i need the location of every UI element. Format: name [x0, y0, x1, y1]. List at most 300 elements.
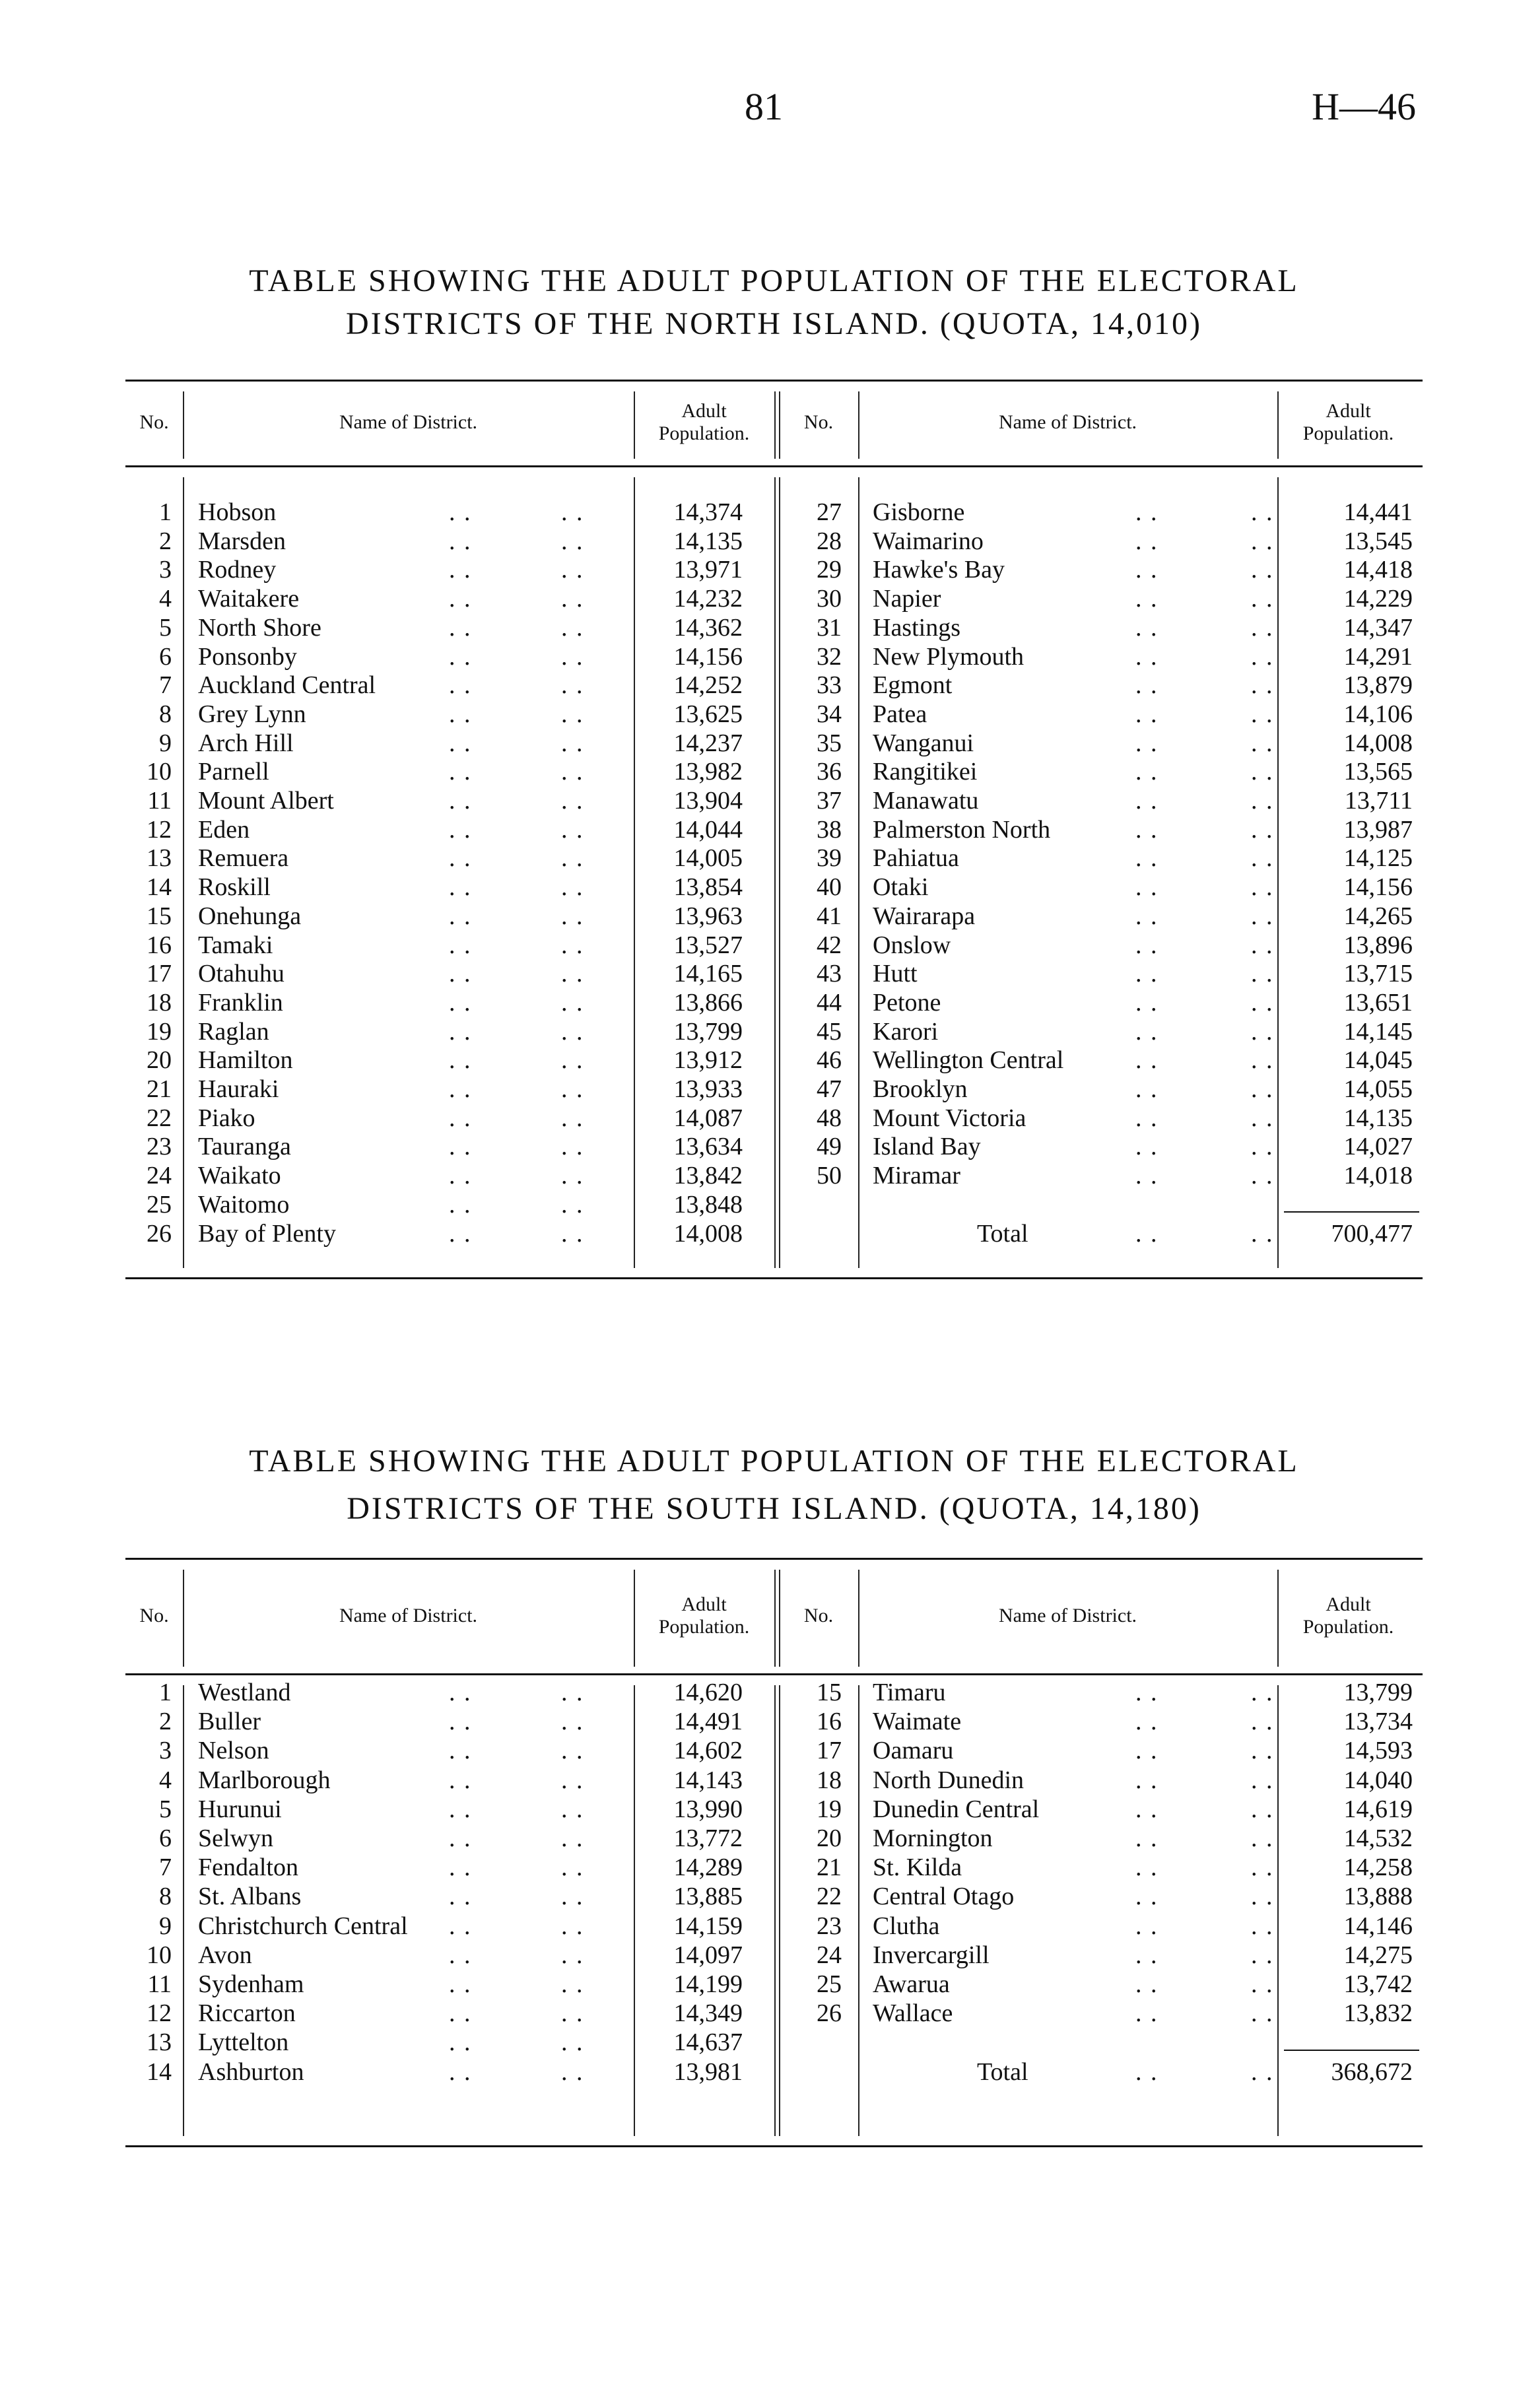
leader-dots: . .: [561, 585, 584, 613]
leader-dots: . .: [1135, 844, 1159, 873]
district-name: Piako: [198, 1104, 255, 1132]
total-value: 700,477: [1331, 1219, 1413, 1248]
leader-dots: . .: [449, 2057, 472, 2086]
leader-dots: . .: [1251, 700, 1274, 728]
leader-dots: . .: [561, 988, 584, 1017]
leader-dots: . .: [561, 498, 584, 526]
adult-population: 14,491: [673, 1708, 743, 1736]
leader-dots: . .: [561, 1190, 584, 1219]
leader-dots: . .: [561, 1999, 584, 2028]
district-name: Franklin: [198, 988, 283, 1017]
row-number: 8: [159, 1883, 172, 1911]
adult-population: 14,135: [673, 527, 743, 555]
leader-dots: . .: [561, 556, 584, 584]
district-name: Oamaru: [873, 1737, 954, 1765]
row-number: 18: [147, 988, 172, 1017]
leader-dots: . .: [1135, 671, 1159, 700]
leader-dots: . .: [561, 1854, 584, 1882]
leader-dots: . .: [1135, 815, 1159, 844]
district-name: Mount Victoria: [873, 1104, 1026, 1132]
divider-no-name-left: [183, 477, 184, 1268]
district-name: New Plymouth: [873, 642, 1025, 671]
leader-dots: . .: [1251, 1104, 1274, 1132]
leader-dots: . .: [449, 1824, 472, 1852]
district-name: Hobson: [198, 498, 277, 526]
row-number: 9: [159, 729, 172, 757]
adult-population: 14,620: [673, 1679, 743, 1706]
row-number: 22: [147, 1104, 172, 1132]
leader-dots: . .: [449, 758, 472, 786]
adult-population: 14,143: [673, 1766, 743, 1794]
district-name: Waimarino: [873, 527, 984, 555]
total-sum-rule: [1284, 1211, 1419, 1213]
leader-dots: . .: [561, 1708, 584, 1736]
adult-population: 14,275: [1343, 1941, 1413, 1969]
adult-population: 13,625: [673, 700, 743, 728]
table-bottom-rule: [125, 1277, 1423, 1279]
row-number: 40: [817, 873, 842, 902]
north-table-title-line2: DISTRICTS OF THE NORTH ISLAND. (QUOTA, 14,010): [345, 306, 1203, 341]
leader-dots: . .: [449, 585, 472, 613]
district-name: Egmont: [873, 671, 953, 700]
adult-population: 14,008: [673, 1219, 743, 1248]
row-number: 13: [147, 2028, 172, 2057]
leader-dots: . .: [1251, 1854, 1274, 1882]
row-number: 45: [817, 1017, 842, 1046]
leader-dots: . .: [449, 1883, 472, 1911]
column-header-no: No.: [803, 1604, 834, 1626]
row-number: 23: [147, 1133, 172, 1161]
leader-dots: . .: [1251, 1912, 1274, 1940]
leader-dots: . .: [561, 527, 584, 555]
leader-dots: . .: [449, 642, 472, 671]
leader-dots: . .: [1135, 1766, 1159, 1794]
leader-dots: . .: [449, 671, 472, 700]
adult-population: 14,145: [1343, 1017, 1413, 1046]
district-name: Parnell: [198, 758, 269, 786]
leader-dots: . .: [1251, 1999, 1274, 2028]
double-divider-b: [779, 477, 780, 1268]
district-name: Rodney: [198, 556, 277, 584]
adult-population: 13,933: [673, 1075, 743, 1103]
adult-population: 14,289: [673, 1854, 743, 1882]
leader-dots: . .: [1135, 787, 1159, 815]
row-number: 1: [159, 498, 172, 526]
row-number: 19: [817, 1795, 842, 1823]
leader-dots: . .: [449, 1046, 472, 1075]
row-number: 3: [159, 556, 172, 584]
leader-dots: . .: [449, 498, 472, 526]
adult-population: 14,532: [1343, 1824, 1413, 1852]
leader-dots: . .: [1251, 1766, 1274, 1794]
adult-population: 14,291: [1343, 642, 1413, 671]
leader-dots: . .: [561, 1795, 584, 1823]
document-reference: H—46: [1312, 85, 1416, 128]
district-name: Wellington Central: [873, 1046, 1064, 1075]
column-header-no: No.: [139, 1604, 169, 1626]
leader-dots: . .: [449, 1737, 472, 1765]
leader-dots: . .: [1251, 1219, 1274, 1248]
column-header-pop-line2: Population.: [658, 1615, 750, 1638]
adult-population: 14,229: [1343, 585, 1413, 613]
table-bottom-rule: [125, 2145, 1423, 2147]
district-name: Manawatu: [873, 787, 979, 815]
district-name: Tamaki: [198, 931, 273, 959]
adult-population: 13,651: [1343, 988, 1413, 1017]
row-number: 28: [817, 527, 842, 555]
row-number: 23: [817, 1912, 842, 1940]
column-header-name: Name of District.: [998, 1604, 1137, 1626]
adult-population: 13,799: [673, 1017, 743, 1046]
row-number: 38: [817, 815, 842, 844]
leader-dots: . .: [1135, 1912, 1159, 1940]
column-header-no: No.: [139, 411, 169, 433]
leader-dots: . .: [1251, 787, 1274, 815]
leader-dots: . .: [1135, 1999, 1159, 2028]
adult-population: 13,990: [673, 1795, 743, 1823]
row-number: 15: [817, 1679, 842, 1706]
adult-population: 14,040: [1343, 1766, 1413, 1794]
leader-dots: . .: [449, 1133, 472, 1161]
district-name: Timaru: [873, 1679, 946, 1706]
leader-dots: . .: [1251, 988, 1274, 1017]
leader-dots: . .: [1135, 498, 1159, 526]
row-number: 25: [147, 1190, 172, 1219]
leader-dots: . .: [1135, 527, 1159, 555]
adult-population: 13,963: [673, 902, 743, 930]
total-sum-rule: [1284, 2050, 1419, 2051]
adult-population: 14,237: [673, 729, 743, 757]
leader-dots: . .: [449, 873, 472, 902]
row-number: 37: [817, 787, 842, 815]
adult-population: 13,987: [1343, 815, 1413, 844]
column-header-name: Name of District.: [339, 411, 478, 433]
leader-dots: . .: [561, 1883, 584, 1911]
leader-dots: . .: [449, 1854, 472, 1882]
district-name: Remuera: [198, 844, 289, 873]
leader-dots: . .: [561, 873, 584, 902]
district-name: Mornington: [873, 1824, 993, 1852]
district-name: Selwyn: [198, 1824, 273, 1852]
adult-population: 14,418: [1343, 556, 1413, 584]
district-name: Waitomo: [198, 1190, 290, 1219]
leader-dots: . .: [449, 815, 472, 844]
leader-dots: . .: [1251, 2057, 1274, 2086]
district-name: Onehunga: [198, 902, 302, 930]
row-number: 21: [817, 1854, 842, 1882]
district-name: Wanganui: [873, 729, 974, 757]
district-name: Pahiatua: [873, 844, 959, 873]
leader-dots: . .: [449, 787, 472, 815]
leader-dots: . .: [561, 787, 584, 815]
district-name: Brooklyn: [873, 1075, 968, 1103]
adult-population: 14,027: [1343, 1133, 1413, 1161]
adult-population: 14,441: [1343, 498, 1413, 526]
leader-dots: . .: [449, 1162, 472, 1190]
adult-population: 13,896: [1343, 931, 1413, 959]
leader-dots: . .: [561, 1766, 584, 1794]
adult-population: 14,045: [1343, 1046, 1413, 1075]
district-name: Patea: [873, 700, 927, 728]
row-number: 16: [147, 931, 172, 959]
adult-population: 14,146: [1343, 1912, 1413, 1940]
leader-dots: . .: [449, 1104, 472, 1132]
leader-dots: . .: [1251, 527, 1274, 555]
district-name: Otahuhu: [198, 960, 285, 988]
divider-name-pop-right: [1277, 1685, 1279, 2136]
district-name: Wallace: [873, 1999, 953, 2028]
leader-dots: . .: [561, 2057, 584, 2086]
north-table-title-line1: TABLE SHOWING THE ADULT POPULATION OF THE ELECTORAL: [249, 263, 1299, 298]
district-name: Lyttelton: [198, 2028, 289, 2057]
leader-dots: . .: [561, 1133, 584, 1161]
adult-population: 14,087: [673, 1104, 743, 1132]
leader-dots: . .: [1135, 960, 1159, 988]
district-name: Hauraki: [198, 1075, 279, 1103]
leader-dots: . .: [449, 1075, 472, 1103]
south-table-title-line2: DISTRICTS OF THE SOUTH ISLAND. (QUOTA, 14,180): [347, 1491, 1201, 1526]
leader-dots: . .: [561, 729, 584, 757]
leader-dots: . .: [449, 1795, 472, 1823]
leader-dots: . .: [1251, 960, 1274, 988]
column-header-pop-line2: Population.: [1302, 1615, 1394, 1638]
row-number: 49: [817, 1133, 842, 1161]
district-name: Onslow: [873, 931, 951, 959]
row-number: 24: [147, 1162, 172, 1190]
district-name: Awarua: [873, 1970, 950, 1998]
double-divider-b: [779, 1685, 780, 2136]
adult-population: 14,044: [673, 815, 743, 844]
leader-dots: . .: [449, 1219, 472, 1248]
district-name: Christchurch Central: [198, 1912, 408, 1940]
leader-dots: . .: [1251, 1679, 1274, 1706]
leader-dots: . .: [561, 2028, 584, 2057]
district-name: Hutt: [873, 960, 918, 988]
total-value: 368,672: [1331, 2057, 1413, 2086]
divider-no-name-right: [858, 477, 859, 1268]
adult-population: 13,854: [673, 873, 743, 902]
leader-dots: . .: [561, 1970, 584, 1998]
row-number: 14: [147, 873, 172, 902]
adult-population: 14,097: [673, 1941, 743, 1969]
row-number: 9: [159, 1912, 172, 1940]
adult-population: 13,527: [673, 931, 743, 959]
adult-population: 14,165: [673, 960, 743, 988]
leader-dots: . .: [561, 1075, 584, 1103]
district-name: Otaki: [873, 873, 929, 902]
adult-population: 13,848: [673, 1190, 743, 1219]
leader-dots: . .: [561, 844, 584, 873]
row-number: 12: [147, 1999, 172, 2028]
adult-population: 14,008: [1343, 729, 1413, 757]
district-name: Clutha: [873, 1912, 940, 1940]
adult-population: 14,349: [673, 1999, 743, 2028]
adult-population: 13,888: [1343, 1883, 1413, 1911]
leader-dots: . .: [1135, 1219, 1159, 1248]
adult-population: 13,982: [673, 758, 743, 786]
double-divider-a: [774, 1685, 776, 2136]
leader-dots: . .: [449, 729, 472, 757]
leader-dots: . .: [1251, 1017, 1274, 1046]
divider-name-pop-right: [1277, 477, 1279, 1268]
leader-dots: . .: [449, 1912, 472, 1940]
leader-dots: . .: [1251, 1941, 1274, 1969]
row-number: 26: [147, 1219, 172, 1248]
table-header-rule: [125, 465, 1423, 467]
leader-dots: . .: [1135, 1104, 1159, 1132]
leader-dots: . .: [449, 2028, 472, 2057]
leader-dots: . .: [1135, 642, 1159, 671]
row-number: 47: [817, 1075, 842, 1103]
leader-dots: . .: [1251, 758, 1274, 786]
row-number: 32: [817, 642, 842, 671]
district-name: North Shore: [198, 613, 321, 642]
leader-dots: . .: [449, 1766, 472, 1794]
leader-dots: . .: [1251, 844, 1274, 873]
district-name: Riccarton: [198, 1999, 296, 2028]
district-name: Raglan: [198, 1017, 269, 1046]
adult-population: 13,981: [673, 2057, 743, 2086]
district-name: Miramar: [873, 1162, 960, 1190]
district-name: Waimate: [873, 1708, 962, 1736]
leader-dots: . .: [1135, 873, 1159, 902]
leader-dots: . .: [1251, 1075, 1274, 1103]
district-name: Auckland Central: [198, 671, 376, 700]
column-header-name: Name of District.: [339, 1604, 478, 1626]
row-number: 33: [817, 671, 842, 700]
leader-dots: . .: [1251, 873, 1274, 902]
adult-population: 14,374: [673, 498, 743, 526]
leader-dots: . .: [1251, 1883, 1274, 1911]
leader-dots: . .: [1251, 671, 1274, 700]
leader-dots: . .: [561, 1046, 584, 1075]
leader-dots: . .: [561, 960, 584, 988]
leader-dots: . .: [1251, 1795, 1274, 1823]
district-name: Dunedin Central: [873, 1795, 1040, 1823]
leader-dots: . .: [449, 1970, 472, 1998]
double-divider-a-header: [774, 391, 776, 459]
leader-dots: . .: [561, 1162, 584, 1190]
district-name: Sydenham: [198, 1970, 304, 1998]
row-number: 2: [159, 527, 172, 555]
row-number: 7: [159, 671, 172, 700]
leader-dots: . .: [1251, 1737, 1274, 1765]
leader-dots: . .: [449, 556, 472, 584]
leader-dots: . .: [449, 844, 472, 873]
leader-dots: . .: [1135, 1854, 1159, 1882]
row-number: 22: [817, 1883, 842, 1911]
leader-dots: . .: [561, 1912, 584, 1940]
adult-population: 14,135: [1343, 1104, 1413, 1132]
adult-population: 13,879: [1343, 671, 1413, 700]
leader-dots: . .: [1135, 1708, 1159, 1736]
adult-population: 13,799: [1343, 1679, 1413, 1706]
leader-dots: . .: [1251, 556, 1274, 584]
adult-population: 14,106: [1343, 700, 1413, 728]
row-number: 10: [147, 758, 172, 786]
leader-dots: . .: [1251, 1046, 1274, 1075]
adult-population: 14,265: [1343, 902, 1413, 930]
row-number: 20: [817, 1824, 842, 1852]
row-number: 29: [817, 556, 842, 584]
leader-dots: . .: [449, 1941, 472, 1969]
column-header-pop-line1: Adult: [681, 1593, 727, 1615]
column-header-pop-line1: Adult: [1326, 1593, 1371, 1615]
district-name: St. Albans: [198, 1883, 302, 1911]
district-name: Marsden: [198, 527, 286, 555]
row-number: 44: [817, 988, 842, 1017]
adult-population: 14,637: [673, 2028, 743, 2057]
adult-population: 13,715: [1343, 960, 1413, 988]
leader-dots: . .: [1251, 498, 1274, 526]
adult-population: 13,742: [1343, 1970, 1413, 1998]
leader-dots: . .: [1135, 585, 1159, 613]
row-number: 48: [817, 1104, 842, 1132]
row-number: 6: [159, 1824, 172, 1852]
leader-dots: . .: [561, 1219, 584, 1248]
leader-dots: . .: [449, 1679, 472, 1706]
district-name: Ponsonby: [198, 642, 297, 671]
adult-population: 14,018: [1343, 1162, 1413, 1190]
row-number: 16: [817, 1708, 842, 1736]
row-number: 12: [147, 815, 172, 844]
leader-dots: . .: [449, 1999, 472, 2028]
row-number: 50: [817, 1162, 842, 1190]
district-name: Waikato: [198, 1162, 281, 1190]
leader-dots: . .: [1135, 1883, 1159, 1911]
leader-dots: . .: [561, 1104, 584, 1132]
leader-dots: . .: [449, 1017, 472, 1046]
adult-population: 13,832: [1343, 1999, 1413, 2028]
district-name: Hurunui: [198, 1795, 282, 1823]
leader-dots: . .: [449, 527, 472, 555]
leader-dots: . .: [1251, 642, 1274, 671]
leader-dots: . .: [1251, 729, 1274, 757]
leader-dots: . .: [449, 1190, 472, 1219]
row-number: 6: [159, 642, 172, 671]
district-name: Ashburton: [198, 2057, 304, 2086]
table-top-rule: [125, 380, 1423, 382]
row-number: 24: [817, 1941, 842, 1969]
adult-population: 13,734: [1343, 1708, 1413, 1736]
leader-dots: . .: [1135, 1679, 1159, 1706]
adult-population: 13,634: [673, 1133, 743, 1161]
district-name: Rangitikei: [873, 758, 978, 786]
adult-population: 14,347: [1343, 613, 1413, 642]
leader-dots: . .: [1135, 1824, 1159, 1852]
leader-dots: . .: [449, 613, 472, 642]
district-name: Palmerston North: [873, 815, 1051, 844]
adult-population: 14,125: [1343, 844, 1413, 873]
leader-dots: . .: [1135, 1075, 1159, 1103]
leader-dots: . .: [1135, 1941, 1159, 1969]
leader-dots: . .: [1251, 1708, 1274, 1736]
row-number: 43: [817, 960, 842, 988]
leader-dots: . .: [1135, 1162, 1159, 1190]
adult-population: 14,005: [673, 844, 743, 873]
district-name: Tauranga: [198, 1133, 291, 1161]
adult-population: 13,711: [1344, 787, 1413, 815]
leader-dots: . .: [561, 671, 584, 700]
leader-dots: . .: [1135, 1970, 1159, 1998]
district-name: Mount Albert: [198, 787, 334, 815]
south-table-title-line1: TABLE SHOWING THE ADULT POPULATION OF THE ELECTORAL: [249, 1444, 1299, 1479]
leader-dots: . .: [561, 1017, 584, 1046]
column-header-pop-line1: Adult: [1326, 400, 1371, 422]
row-number: 46: [817, 1046, 842, 1075]
district-name: Central Otago: [873, 1883, 1015, 1911]
district-name: Nelson: [198, 1737, 269, 1765]
